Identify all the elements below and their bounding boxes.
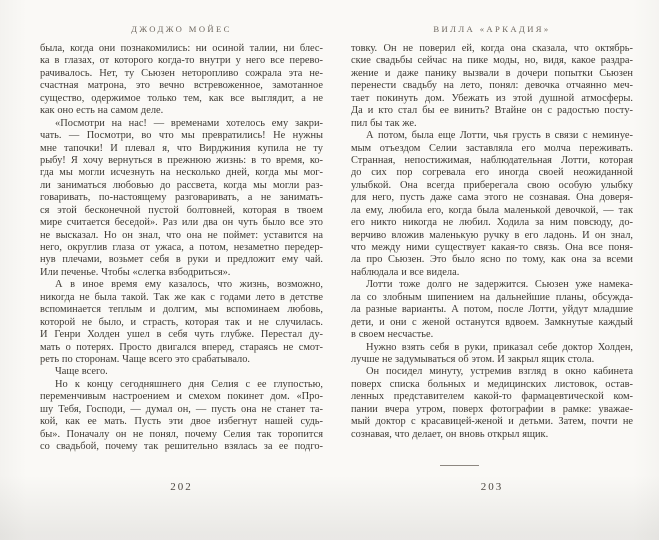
text-line: для него, пусть даже сама этого не сознавая. Она доверя- — [351, 192, 633, 204]
text-line: ли заниматься любовью до рассвета, когда мы могли раз- — [40, 179, 323, 191]
page-number-right: 203 — [480, 481, 504, 493]
text-line: со свадьбой, почему так решительно взялась за ее подго- — [40, 441, 323, 452]
text-line: Он посидел минуту, устремив взгляд в окно кабинета — [366, 366, 633, 378]
text-line: в своем несчастье. — [351, 329, 434, 341]
text-line: Да и кто стал бы ее винить? Втайне он с радостью посту- — [351, 105, 633, 117]
text-line: А в иное время ему казалось, что жизнь, возможно, — [55, 279, 323, 291]
text-line: рачивалось. Нет, ту Сьюзен неторопливо сожрала эта не- — [40, 67, 323, 79]
text-line: до сих пор согревала его иногда своей неожиданной — [351, 167, 633, 179]
text-line: ка в глазах, от которого когда-то внутри у него все перево- — [40, 55, 323, 67]
text-line: не высказал. Но он знал, что она не поймет: уставится на — [40, 229, 323, 241]
text-line: жение и даже панику вызвали в дочери попытки Сьюзен — [351, 67, 633, 79]
text-line: тает покинуть дом. Убежать из этой душной атмосферы. — [351, 92, 633, 104]
text-line: мне тапочки! И плевал я, что Вирджиния купила не ту — [40, 142, 323, 154]
text-line: ла разные варианты. А потом, после Лотти, уйдут младшие — [351, 304, 633, 316]
text-line: ся этой бесконечной пустой болтовней, которая в твоем — [40, 204, 323, 216]
text-line: мире считается беседой». Раз или два он чуть было все это — [40, 217, 323, 229]
text-line: Но к концу сегодняшнего дня Селия с ее глупостью, — [55, 378, 323, 390]
text-line: Странная, непостижимая, наблюдательная Лотти, которая — [351, 154, 633, 166]
text-line: никогда не была такой. Так же как с годами лето в детстве — [40, 291, 323, 303]
text-line: вспоминается теплым и долгим, мы вспоминаем любовь, — [40, 304, 323, 316]
text-line: существо, одержимое только тем, как все выглядит, а не — [40, 92, 323, 104]
text-line: кой, как ее мать. Пусть эти двое избегнут нашей судь- — [40, 416, 323, 428]
text-line: рыбу! Я хочу вернуться в прежнюю жизнь: в то время, ко- — [40, 154, 323, 166]
left-page-text — [40, 43, 323, 453]
text-line: пил бы так же. — [351, 117, 417, 129]
text-line: «Посмотри на нас! — временами хотелось ему закри- — [55, 117, 323, 129]
text-line: шу Тебя, Господи, — думал он, — пусть она не станет та- — [40, 403, 323, 415]
text-line: его никто никогда не любил. Ходила за ним повсюду, до- — [351, 217, 633, 229]
text-line: наблюдала и все видела. — [351, 266, 460, 278]
text-line: Чаще всего. — [55, 366, 108, 378]
text-line: товку. Он не поверил ей, когда она сказала, что октябрь- — [351, 43, 633, 54]
section-divider — [440, 465, 479, 466]
text-line: поверх списка больных и медицинских листовок, остав- — [351, 378, 633, 390]
text-line: Лотти тоже долго не задержится. Сьюзен уже намека- — [366, 279, 633, 291]
text-line: ла со злобным шипением на дальнейшие планы, обсужда- — [351, 291, 633, 303]
text-line: бы». Поначалу он не понял, почему Селия так торопится — [40, 428, 323, 440]
text-line: ла про Сьюзен. Это было ясно по тому, как она за всеми — [351, 254, 633, 266]
text-line: перенести свадьбу на лето, понял: девочка отчаянно меч- — [351, 80, 633, 92]
text-line: что между ними существует какая-то связь. Она все поня- — [351, 242, 633, 253]
text-line: верчиво вложив маленькую ручку в его ладонь. И он знал, — [351, 229, 633, 241]
text-line: пании вчера утром, поверх фотографии в рамке: уважае- — [351, 403, 633, 415]
text-line: как оно есть на самом деле. — [40, 105, 164, 117]
text-line: Или печенье. Чтобы «слегка взбодриться». — [40, 266, 231, 278]
text-line: гда мы могли исчезнуть на несколько дней, когда мы мог- — [40, 167, 323, 179]
running-header-title: ВИЛЛА «АРКАДИЯ» — [433, 24, 551, 34]
text-line: сознавая, что делает, он вновь открыл ящик. — [351, 428, 549, 440]
text-line: переменчивым настроением и смехом покинет дом. «Про- — [40, 391, 323, 403]
text-line: Нужно взять себя в руки, приказал себе доктор Холден, — [366, 341, 633, 353]
text-line: улыбкой. Она всегда приберегала свою особую улыбку — [351, 179, 633, 191]
text-line: ла ему, любила его, когда была маленькой девочкой, — так — [351, 204, 633, 216]
text-line: говаривать, по-настоящему разговаривать, а не занимать- — [40, 192, 323, 204]
text-line: лучше не задумываться об этом. И закрыл ящик стола. — [351, 353, 595, 365]
text-line: счастная матрона, это вечно встревоженное, замотанное — [40, 80, 323, 92]
text-line: была, когда они познакомились: ни осиной талии, ни блес- — [40, 43, 323, 54]
text-line: мый доктор с красавицей-женой и детьми. Затем, почти не — [351, 416, 633, 428]
running-header-author: ДЖОДЖО МОЙЕС — [131, 24, 232, 34]
text-line: реть по сторонам. Чаще всего это срабатывало. — [40, 353, 251, 365]
text-line: мым отъездом Селии заставляла его молча переживать. — [351, 142, 633, 154]
text-line: ленных представителем какой-то фармацевтической ком- — [351, 391, 633, 403]
right-page-text — [351, 43, 633, 441]
text-line: А потом, была еще Лотти, чья грусть в связи с неминуе- — [366, 130, 633, 142]
text-line: дети, и они с женой останутся вдвоем. Замкнутые каждый — [351, 316, 633, 328]
text-line: мать о потерях. Просто двигался вперед, стараясь не смот- — [40, 341, 323, 353]
page-number-left: 202 — [170, 481, 193, 493]
text-line: чать. — Посмотри, во что мы превратились! Не нужны — [40, 130, 323, 142]
text-line: нув плечами, возьмет себя в руки и предложит ему чай. — [40, 254, 323, 266]
text-line: И Генри Холден ушел в себя чуть глубже. Перестал ду- — [40, 329, 323, 341]
text-line: которой не было, и страсть, которая так и не случилась. — [40, 316, 323, 328]
text-line: ские свадьбы сейчас на пике моды, но, видя, какое раздра- — [351, 55, 633, 67]
text-line: него, округлив глаза от ужаса, а потом, незаметно передер- — [40, 242, 323, 253]
